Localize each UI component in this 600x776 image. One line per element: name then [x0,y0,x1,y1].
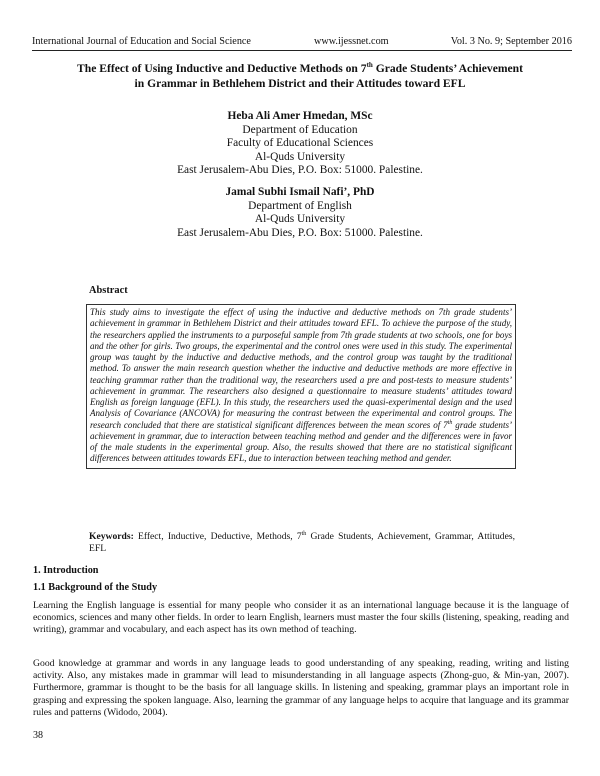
author-block-2 [30,186,570,240]
author-faculty: Faculty of Educational Sciences [226,137,374,150]
title-text-a: The Effect of Using Inductive and Deductive Methods on 7 [77,61,367,75]
keywords-text-b: Grade Students, Achievement, Grammar, Attitudes, EFL [89,531,515,555]
author-name: Jamal Subhi Ismail Nafi’, PhD [225,186,375,198]
subsection-heading-background: 1.1 Background of the Study [33,582,158,593]
abstract-text-b: grade students’ achievement in grammar, due to interaction between teaching method and gender and the differences were in favor of the male students in the experimental group. Also, the results showed that there are no statistical significant differences between attitudes towards EFL, due to interaction between teaching method and gender. [90,419,512,464]
abstract-superscript: th [447,419,453,426]
abstract-heading: Abstract [89,285,128,296]
title-superscript: th [366,61,373,69]
section-heading-introduction: 1. Introduction [33,565,99,576]
abstract-box [86,304,516,469]
journal-volume: Vol. 3 No. 9; September 2016 [450,36,572,47]
title-text-b: Grade Students’ Achievement [372,61,523,75]
journal-name: International Journal of Education and Social Science [32,36,251,47]
author-university: Al-Quds University [254,150,346,163]
author-department: Department of Education [242,123,358,136]
keywords [89,531,515,556]
header-rule [32,50,572,51]
abstract-text-a: This study aims to investigate the effect of using the inductive and deductive methods on 7th grade students’ achievement in grammar in Bethlehem District and their attitudes toward EFL. To achieve the purpose of the study, the researchers applied the instruments to a purposeful sample from 7th grade students at two schools, one for boys and the other for girls. Two groups, the experimental and the control ones were used in this study. The experimental group was taught by the inductive and deductive methods, and the control group was taught by the traditional method. To answer the main research question whether the inductive and deductive methods are more effective in teaching grammar rather than the traditional way, the researchers used a pre and post-tests to measure students’ achievement in grammar. The researchers also designed a questionnaire to measure students’ attitudes toward English as foreign language (EFL). In this study, the researchers used the quasi-experimental design and the used Analysis of Covariance (ANCOVA) for measuring the contrast between the experimental and control groups. The research concluded that there are statistical significant differences between the mean scores of 7 [90,307,512,430]
author-block-1 [30,110,570,178]
body-paragraph: Learning the English language is essential for many people who consider it as an international language because it is the language of economics, sciences and many other fields. In order to learn English, learners must master the four skills (listening, speaking, reading and writing), grammar and vocabulary, and each aspect has its own method of teaching. [33,600,569,636]
paper-title [30,58,570,91]
keywords-superscript: th [301,530,307,537]
title-line-2: in Grammar in Bethlehem District and their Attitudes toward EFL [134,76,466,90]
abstract-text [90,307,512,465]
author-department: Department of English [248,199,352,212]
running-header [32,36,572,50]
body-paragraph: Good knowledge at grammar and words in any language leads to good understanding of any speaking, reading, writing and listing activity. Also, any mistakes made in grammar will lead to misunderstanding in all language aspects (Zhong-guo, & Min-yan, 2007). Furthermore, grammar is thought to be the basis for all language skills. In listening and speaking, grammar plays an important role in grasping and expressing the spoken language. Also, learning the grammar of any language helps to acquire that language and its grammar rules and patterns (Widodo, 2004). [33,658,569,718]
author-address: East Jerusalem-Abu Dies, P.O. Box: 51000. Palestine. [177,164,423,177]
author-address: East Jerusalem-Abu Dies, P.O. Box: 51000. Palestine. [177,226,423,239]
author-university: Al-Quds University [254,213,346,226]
journal-website: www.ijessnet.com [314,36,389,47]
keywords-text-a: Effect, Inductive, Deductive, Methods, 7 [133,531,302,542]
author-name: Heba Ali Amer Hmedan, MSc [227,110,373,122]
keywords-label: Keywords: [89,531,134,542]
title-line-1 [30,58,570,76]
page-number: 38 [33,730,43,741]
